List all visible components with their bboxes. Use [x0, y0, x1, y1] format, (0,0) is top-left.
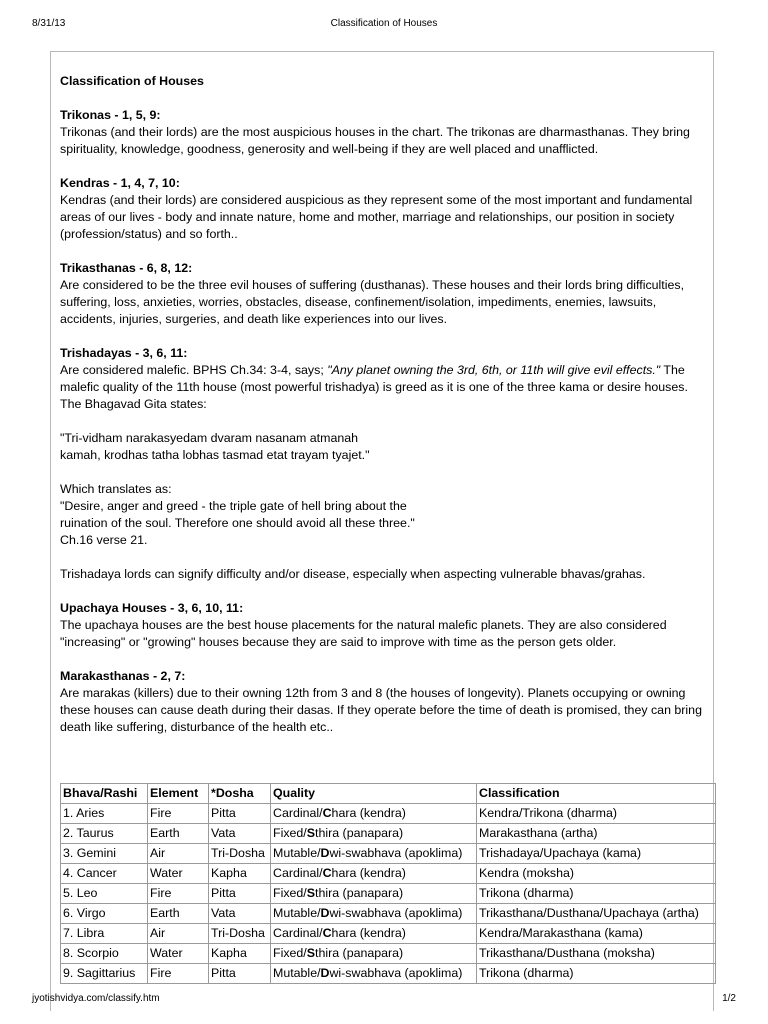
table-row: [61, 824, 716, 844]
quality-initial: C: [322, 866, 332, 880]
cell-element: Fire: [148, 804, 209, 824]
translation-line: "Desire, anger and greed - the triple gate of hell bring about the: [60, 499, 407, 513]
cell-classification: Trikona (dharma): [477, 884, 716, 904]
cell-classification: Trikona (dharma): [477, 964, 716, 984]
print-page-number: 1/2: [722, 993, 736, 1004]
cell-element: Air: [148, 924, 209, 944]
quality-type: Cardinal/: [273, 806, 323, 820]
quality-rest: hara (kendra): [331, 866, 406, 880]
translation-line: ruination of the soul. Therefore one should avoid all these three.": [60, 516, 415, 530]
section-heading: Trikonas - 1, 5, 9:: [60, 108, 161, 122]
section-heading: Trishadayas - 3, 6, 11:: [60, 346, 188, 360]
cell-element: Earth: [148, 904, 209, 924]
cell-bhava: 1. Aries: [61, 804, 148, 824]
col-header-dosha: *Dosha: [209, 784, 271, 804]
cell-bhava: 9. Sagittarius: [61, 964, 148, 984]
cell-element: Water: [148, 944, 209, 964]
quality-rest: hara (kendra): [331, 806, 406, 820]
section-text: [60, 362, 710, 413]
cell-quality: [271, 804, 477, 824]
cell-quality: [271, 944, 477, 964]
cell-dosha: Pitta: [209, 804, 271, 824]
quality-rest: wi-swabhava (apoklima): [329, 966, 463, 980]
table-row: [61, 884, 716, 904]
quality-type: Mutable/: [273, 966, 321, 980]
section-text: Trishadaya lords can signify difficulty and/or disease, especially when aspecting vulnerable bhavas/grahas.: [60, 567, 646, 581]
section-heading: Upachaya Houses - 3, 6, 10, 11:: [60, 601, 244, 615]
article-body: [60, 73, 710, 753]
cell-dosha: Kapha: [209, 944, 271, 964]
print-title: Classification of Houses: [330, 18, 438, 29]
section-text: Trikonas (and their lords) are the most auspicious houses in the chart. The trikonas are dharmasthanas. They bring spirituality, knowledge, goodness, generosity and well-being if they are well placed and unafflicted.: [60, 125, 690, 156]
quality-rest: thira (panapara): [315, 826, 404, 840]
cell-bhava: 2. Taurus: [61, 824, 148, 844]
col-header-classification: Classification: [477, 784, 716, 804]
cell-dosha: Vata: [209, 824, 271, 844]
quality-type: Fixed/: [273, 826, 307, 840]
cell-bhava: 3. Gemini: [61, 844, 148, 864]
cell-dosha: Pitta: [209, 964, 271, 984]
section-heading: Trikasthanas - 6, 8, 12:: [60, 261, 193, 275]
quality-rest: thira (panapara): [315, 886, 404, 900]
quality-initial: D: [320, 966, 330, 980]
cell-dosha: Pitta: [209, 884, 271, 904]
cell-classification: Kendra (moksha): [477, 864, 716, 884]
quality-initial: S: [306, 886, 316, 900]
houses-table: [60, 783, 716, 984]
verse-line: kamah, krodhas tatha lobhas tasmad etat trayam tyajet.": [60, 448, 370, 462]
quality-rest: wi-swabhava (apoklima): [329, 906, 463, 920]
quality-type: Cardinal/: [273, 926, 323, 940]
cell-bhava: 7. Libra: [61, 924, 148, 944]
table-row: [61, 924, 716, 944]
table-row: [61, 964, 716, 984]
section-heading: Marakasthanas - 2, 7:: [60, 669, 186, 683]
cell-bhava: 8. Scorpio: [61, 944, 148, 964]
cell-quality: [271, 864, 477, 884]
quality-type: Fixed/: [273, 886, 307, 900]
cell-dosha: Kapha: [209, 864, 271, 884]
text-run: The malefic quality of the 11th house (most powerful trishadya) is greed as it is one of the three kama or desire houses. The Bhagavad Gita states:: [60, 363, 688, 411]
section-trikonas: [60, 107, 710, 158]
cell-element: Water: [148, 864, 209, 884]
cell-classification: Marakasthana (artha): [477, 824, 716, 844]
cell-classification: Trikasthana/Dusthana (moksha): [477, 944, 716, 964]
cell-quality: [271, 964, 477, 984]
verse-line: "Tri-vidham narakasyedam dvaram nasanam atmanah: [60, 431, 359, 445]
cell-element: Fire: [148, 884, 209, 904]
sanskrit-verse: [60, 430, 710, 464]
table-row: [61, 944, 716, 964]
quality-initial: C: [322, 806, 332, 820]
cell-quality: [271, 824, 477, 844]
col-header-bhava: Bhava/Rashi: [61, 784, 148, 804]
cell-bhava: 5. Leo: [61, 884, 148, 904]
section-marakasthanas: [60, 668, 710, 736]
quality-initial: S: [306, 826, 316, 840]
cell-quality: [271, 844, 477, 864]
print-url: jyotishvidya.com/classify.htm: [32, 993, 160, 1004]
col-header-element: Element: [148, 784, 209, 804]
cell-classification: Kendra/Trikona (dharma): [477, 804, 716, 824]
quality-type: Mutable/: [273, 906, 321, 920]
quality-rest: thira (panapara): [315, 946, 404, 960]
cell-dosha: Tri-Dosha: [209, 844, 271, 864]
cell-element: Earth: [148, 824, 209, 844]
section-heading: Kendras - 1, 4, 7, 10:: [60, 176, 180, 190]
cell-classification: Kendra/Marakasthana (kama): [477, 924, 716, 944]
cell-classification: Trikasthana/Dusthana/Upachaya (artha): [477, 904, 716, 924]
print-date: 8/31/13: [32, 18, 66, 29]
quality-rest: wi-swabhava (apoklima): [329, 846, 463, 860]
section-trishadayas: [60, 345, 710, 583]
verse-translation: [60, 481, 710, 549]
section-text: Are marakas (killers) due to their owning 12th from 3 and 8 (the houses of longevity). Planets occupying or owning these houses can cause death during their dasas. If they operate before the time of death is promised, they can bring death like suffering, disturbance of the health etc..: [60, 686, 702, 734]
cell-bhava: 6. Virgo: [61, 904, 148, 924]
table-row: [61, 904, 716, 924]
quality-type: Mutable/: [273, 846, 321, 860]
cell-element: Air: [148, 844, 209, 864]
cell-element: Fire: [148, 964, 209, 984]
quality-initial: D: [320, 846, 330, 860]
cell-quality: [271, 924, 477, 944]
bphs-quote: "Any planet owning the 3rd, 6th, or 11th will give evil effects.": [327, 363, 661, 377]
verse-reference: Ch.16 verse 21.: [60, 533, 148, 547]
table-row: [61, 864, 716, 884]
cell-quality: [271, 904, 477, 924]
section-text: Kendras (and their lords) are considered auspicious as they represent some of the most important and fundamental areas of our lives - body and innate nature, home and mother, marriage and relationships, our position in society (profession/status) and so forth..: [60, 193, 693, 241]
table-row: [61, 844, 716, 864]
quality-type: Cardinal/: [273, 866, 323, 880]
page-title: Classification of Houses: [60, 74, 204, 88]
cell-quality: [271, 884, 477, 904]
cell-dosha: Tri-Dosha: [209, 924, 271, 944]
col-header-quality: Quality: [271, 784, 477, 804]
cell-classification: Trishadaya/Upachaya (kama): [477, 844, 716, 864]
text-run: Are considered malefic. BPHS Ch.34: 3-4, says;: [60, 363, 328, 377]
section-upachaya: [60, 600, 710, 651]
section-trikasthanas: [60, 260, 710, 328]
quality-initial: S: [306, 946, 316, 960]
translation-intro: Which translates as:: [60, 482, 172, 496]
quality-initial: C: [322, 926, 332, 940]
quality-initial: D: [320, 906, 330, 920]
quality-type: Fixed/: [273, 946, 307, 960]
cell-bhava: 4. Cancer: [61, 864, 148, 884]
cell-dosha: Vata: [209, 904, 271, 924]
section-text: Are considered to be the three evil houses of suffering (dusthanas). These houses and their lords bring difficulties, suffering, loss, anxieties, worries, obstacles, disease, confinement/isolation, impediments, enemies, lawsuits, accidents, injuries, surgeries, and death like experiences into our lives.: [60, 278, 685, 326]
table-row: [61, 804, 716, 824]
quality-rest: hara (kendra): [331, 926, 406, 940]
table-header-row: [61, 784, 716, 804]
section-kendras: [60, 175, 710, 243]
section-text: The upachaya houses are the best house placements for the natural malefic planets. They are also considered "increasing" or "growing" houses because they are said to improve with time as the person gets older.: [60, 618, 667, 649]
